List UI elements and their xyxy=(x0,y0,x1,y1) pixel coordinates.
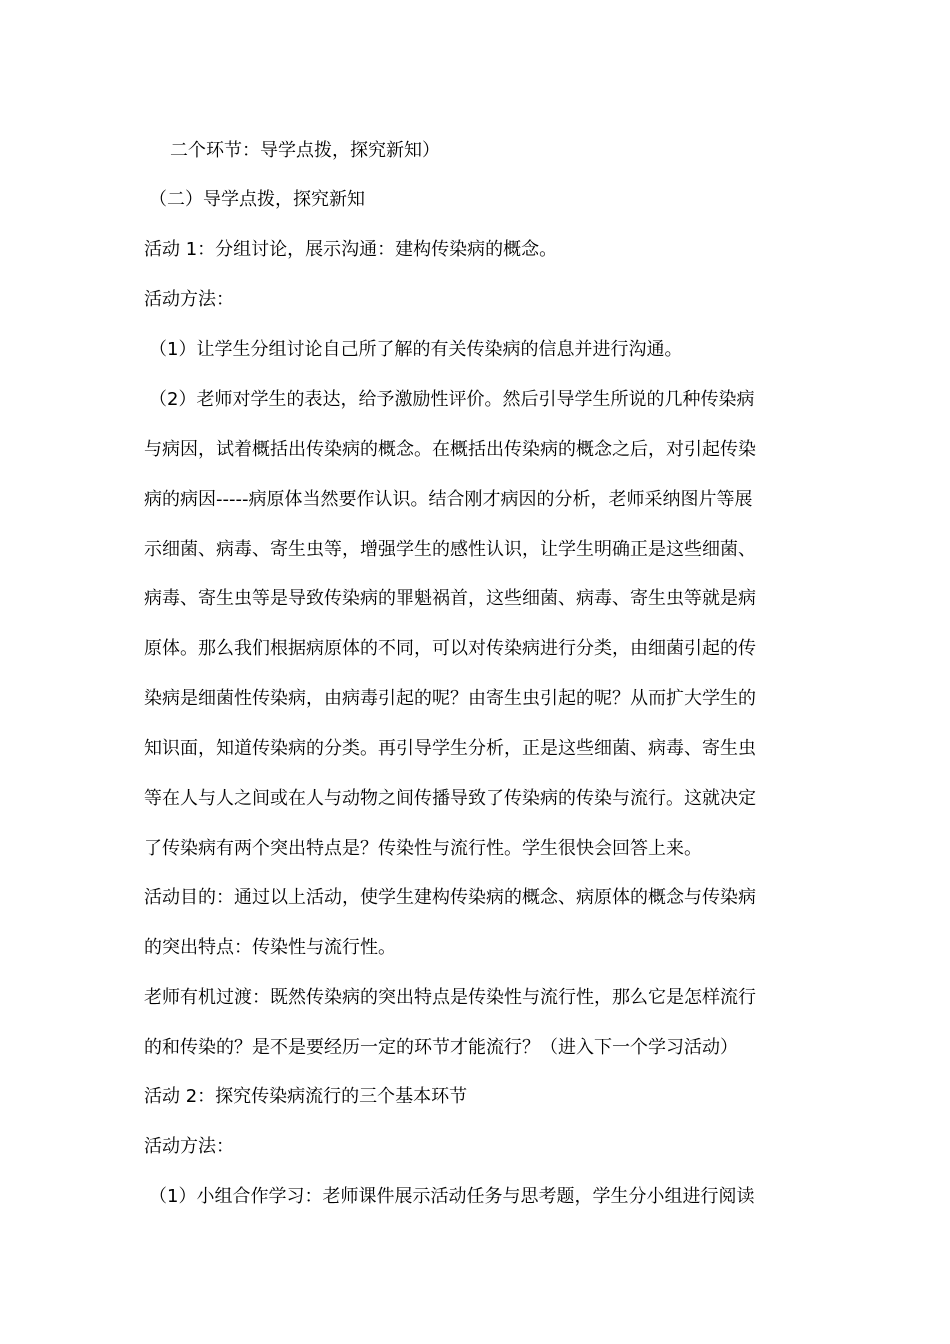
transition-line: 的和传染的？是不是要经历一定的环节才能流行？（进入下一个学习活动） xyxy=(144,1037,738,1058)
method-label: 活动方法： xyxy=(144,1136,234,1157)
paragraph-line: 与病因，试着概括出传染病的概念。在概括出传染病的概念之后，对引起传染 xyxy=(144,439,756,460)
text-line-section-continuation: 二个环节：导学点拨，探究新知） xyxy=(170,140,440,161)
purpose-line: 的突出特点：传染性与流行性。 xyxy=(144,937,396,958)
method-label: 活动方法： xyxy=(144,289,234,310)
transition-line: 老师有机过渡：既然传染病的突出特点是传染性与流行性，那么它是怎样流行 xyxy=(144,987,756,1008)
paragraph-line: （1）小组合作学习：老师课件展示活动任务与思考题，学生分小组进行阅读 xyxy=(149,1186,755,1207)
paragraph-line: 病毒、寄生虫等是导致传染病的罪魁祸首，这些细菌、病毒、寄生虫等就是病 xyxy=(144,588,756,609)
purpose-line: 活动目的：通过以上活动，使学生建构传染病的概念、病原体的概念与传染病 xyxy=(144,887,756,908)
activity-heading: 活动 2：探究传染病流行的三个基本环节 xyxy=(144,1086,468,1107)
paragraph-line: （1）让学生分组讨论自己所了解的有关传染病的信息并进行沟通。 xyxy=(149,339,683,360)
paragraph-line: 示细菌、病毒、寄生虫等，增强学生的感性认识，让学生明确正是这些细菌、 xyxy=(144,539,756,560)
paragraph-line: 病的病因-----病原体当然要作认识。结合刚才病因的分析，老师采纳图片等展 xyxy=(144,489,753,510)
paragraph-line: 等在人与人之间或在人与动物之间传播导致了传染病的传染与流行。这就决定 xyxy=(144,788,756,809)
paragraph-line: 知识面，知道传染病的分类。再引导学生分析，正是这些细菌、病毒、寄生虫 xyxy=(144,738,756,759)
activity-heading: 活动 1：分组讨论，展示沟通：建构传染病的概念。 xyxy=(144,239,558,260)
paragraph-line: 了传染病有两个突出特点是？传染性与流行性。学生很快会回答上来。 xyxy=(144,838,702,859)
section-heading: （二）导学点拨，探究新知 xyxy=(149,189,365,210)
paragraph-line: 原体。那么我们根据病原体的不同，可以对传染病进行分类，由细菌引起的传 xyxy=(144,638,756,659)
paragraph-line: 染病是细菌性传染病，由病毒引起的呢？由寄生虫引起的呢？从而扩大学生的 xyxy=(144,688,756,709)
paragraph-line: （2）老师对学生的表达，给予激励性评价。然后引导学生所说的几种传染病 xyxy=(149,389,755,410)
